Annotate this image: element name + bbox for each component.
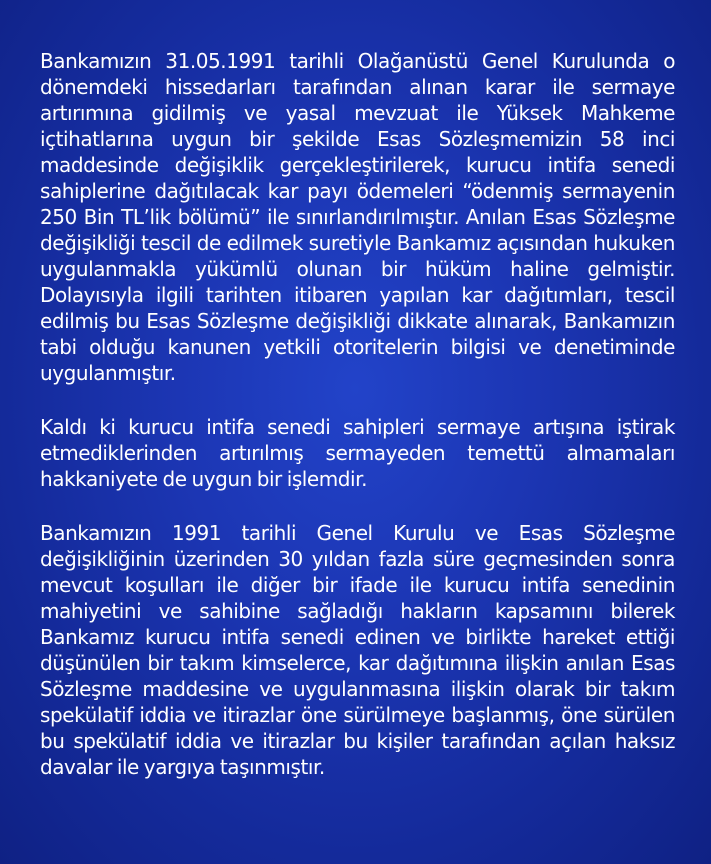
paragraph-capital-increase: Kaldı ki kurucu intifa senedi sahipleri sermaye artışına iştirak etmediklerinden artırılmış sermayeden temettü almamaları hakkaniyete de uygun bir işlemdir. (40, 415, 675, 491)
paragraph-articles-amendment: Bankamızın 31.05.1991 tarihli Olağanüstü Genel Kurulunda o dönemdeki hissedarları tarafından alınan karar ile sermaye artırımına gidilmiş ve yasal mevzuat ile Yüksek Mahkeme içtihatlarına uygun bir şekilde Esas Sözleşmemizin 58 inci maddesinde değişiklik gerçekleştirilerek, kurucu intifa senedi sahiplerine dağıtılacak kar payı ödemeleri “ödenmiş sermayenin 250 Bin TL’lik bölümü” ile sınırlandırılmıştır. Anılan Esas Sözleşme değişikliği tescil de edilmek suretiyle Bankamız açısından hukuken uygulanmakla yükümlü olunan bir hüküm haline gelmiştir. Dolayısıyla ilgili tarihten itibaren yapılan kar dağıtımları, tescil edilmiş bu Esas Sözleşme değişikliği dikkate alınarak, Bankamızın tabi olduğu kanunen yetkili otoritelerin bilgisi ve denetiminde uygulanmıştır. (40, 49, 675, 385)
paragraph-lawsuits: Bankamızın 1991 tarihli Genel Kurulu ve Esas Sözleşme değişikliğinin üzerinden 30 yıldan fazla süre geçmesinden sonra mevcut koşulları ile diğer bir ifade ile kurucu intifa senedinin mahiyetini ve sahibine sağladığı hakların kapsamını bilerek Bankamız kurucu intifa senedi edinen ve birlikte hareket ettiği düşünülen bir takım kimselerce, kar dağıtımına ilişkin anılan Esas Sözleşme maddesine ve uygulanmasına ilişkin olarak bir takım spekülatif iddia ve itirazlar öne sürülmeye başlanmış, öne sürülen bu spekülatif iddia ve itirazlar bu kişiler tarafından açılan haksız davalar ile yargıya taşınmıştır. (40, 521, 675, 779)
